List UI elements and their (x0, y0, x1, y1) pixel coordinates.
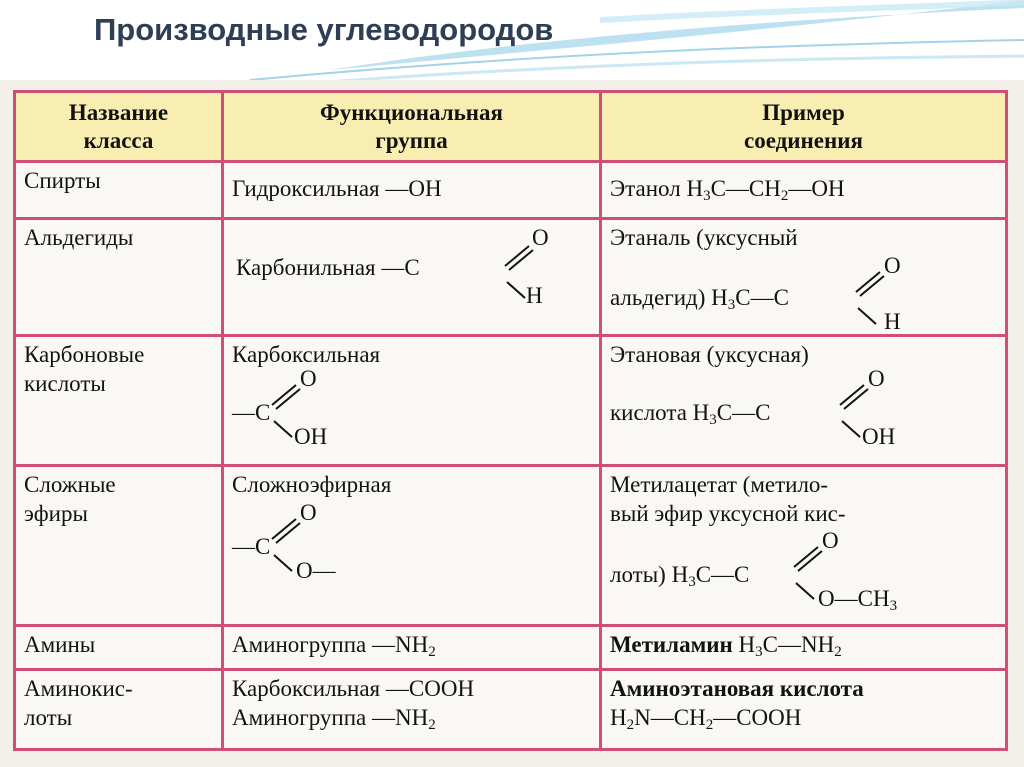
atom-o-ch3: $O—CH_3$ (818, 586, 898, 614)
group-cell (223, 219, 601, 336)
example-line1: Этаналь (уксусный (610, 225, 798, 250)
class-cell (15, 466, 223, 626)
example-cell (601, 336, 1007, 466)
group-cell (223, 466, 601, 626)
example-line2: альдегид) $H_3C—C$ (610, 285, 789, 313)
class-name: Карбоновые кислоты (24, 342, 145, 396)
class-cell (15, 219, 223, 336)
group-line2: Аминогруппа $—NH_2$ (232, 704, 436, 733)
class-name: Амины (24, 632, 96, 657)
example-line2: вый эфир уксусной кис- (610, 500, 846, 526)
group-text: Сложноэфирная (232, 472, 392, 497)
slide-title: Производные углеводородов (94, 12, 554, 47)
example-line2: кислота $H_3C—C$ (610, 400, 771, 428)
example-cell: Метиламин $H_3C—NH_2$ (601, 626, 1007, 670)
header-row (15, 92, 1007, 162)
example-line3: лоты) $H_3C—C$ (610, 562, 750, 590)
table-row (15, 162, 1007, 219)
atom-o: O (868, 366, 885, 391)
example-name: Аминоэтановая кислота (610, 676, 864, 701)
atom-o: O (300, 500, 317, 525)
class-name: Сложные эфиры (24, 472, 116, 526)
header-example (601, 92, 1007, 162)
group-cell (223, 670, 601, 750)
example-name: Этанол (610, 176, 681, 201)
group-cell: Аминогруппа $—NH_2$ (223, 626, 601, 670)
group-text: Карбонильная —C (236, 255, 420, 280)
example-cell: Этанол $H_3C—CH_2—OH$ (601, 162, 1007, 219)
group-text: Карбоксильная (232, 342, 381, 367)
class-cell (15, 162, 223, 219)
table-row (15, 219, 1007, 336)
derivatives-table (13, 90, 1008, 751)
header-class-name-text: Название класса (68, 99, 169, 153)
atom-h: H (526, 283, 543, 308)
table-row (15, 670, 1007, 750)
example-cell (601, 219, 1007, 336)
example-name: Метиламин (610, 632, 733, 657)
table-row (15, 336, 1007, 466)
atom-h: H (884, 309, 901, 334)
atom-o-dash: O— (296, 558, 336, 583)
header-class-name (15, 92, 223, 162)
atom-oh: OH (862, 424, 896, 449)
class-cell (15, 336, 223, 466)
atom-o: O (300, 366, 317, 391)
class-cell (15, 626, 223, 670)
atom-oh: OH (294, 424, 328, 449)
atom-o: O (532, 225, 549, 250)
header-example-text: Пример соединения (744, 99, 863, 153)
example-cell (601, 466, 1007, 626)
header-functional-group (223, 92, 601, 162)
example-line1: Метилацетат (метило- (610, 472, 829, 497)
class-name: Альдегиды (24, 225, 134, 250)
class-name: Аминокис- лоты (24, 676, 133, 730)
example-line1: Этановая (уксусная) (610, 342, 809, 367)
group-cell (223, 336, 601, 466)
group-line1: Карбоксильная —COOH (232, 676, 475, 701)
atom-c: —C (232, 400, 271, 425)
class-cell (15, 670, 223, 750)
atom-o: O (822, 528, 839, 553)
table-row (15, 466, 1007, 626)
table-row (15, 626, 1007, 670)
atom-o: O (884, 253, 901, 278)
atom-c: —C (232, 534, 271, 559)
group-cell (223, 162, 601, 219)
header-functional-group-text: Функциональная группа (320, 99, 503, 153)
example-formula: $H_2N—CH_2—COOH$ (610, 704, 802, 733)
class-name: Спирты (24, 168, 101, 193)
group-text: Гидроксильная —OH (232, 176, 442, 201)
example-cell (601, 670, 1007, 750)
